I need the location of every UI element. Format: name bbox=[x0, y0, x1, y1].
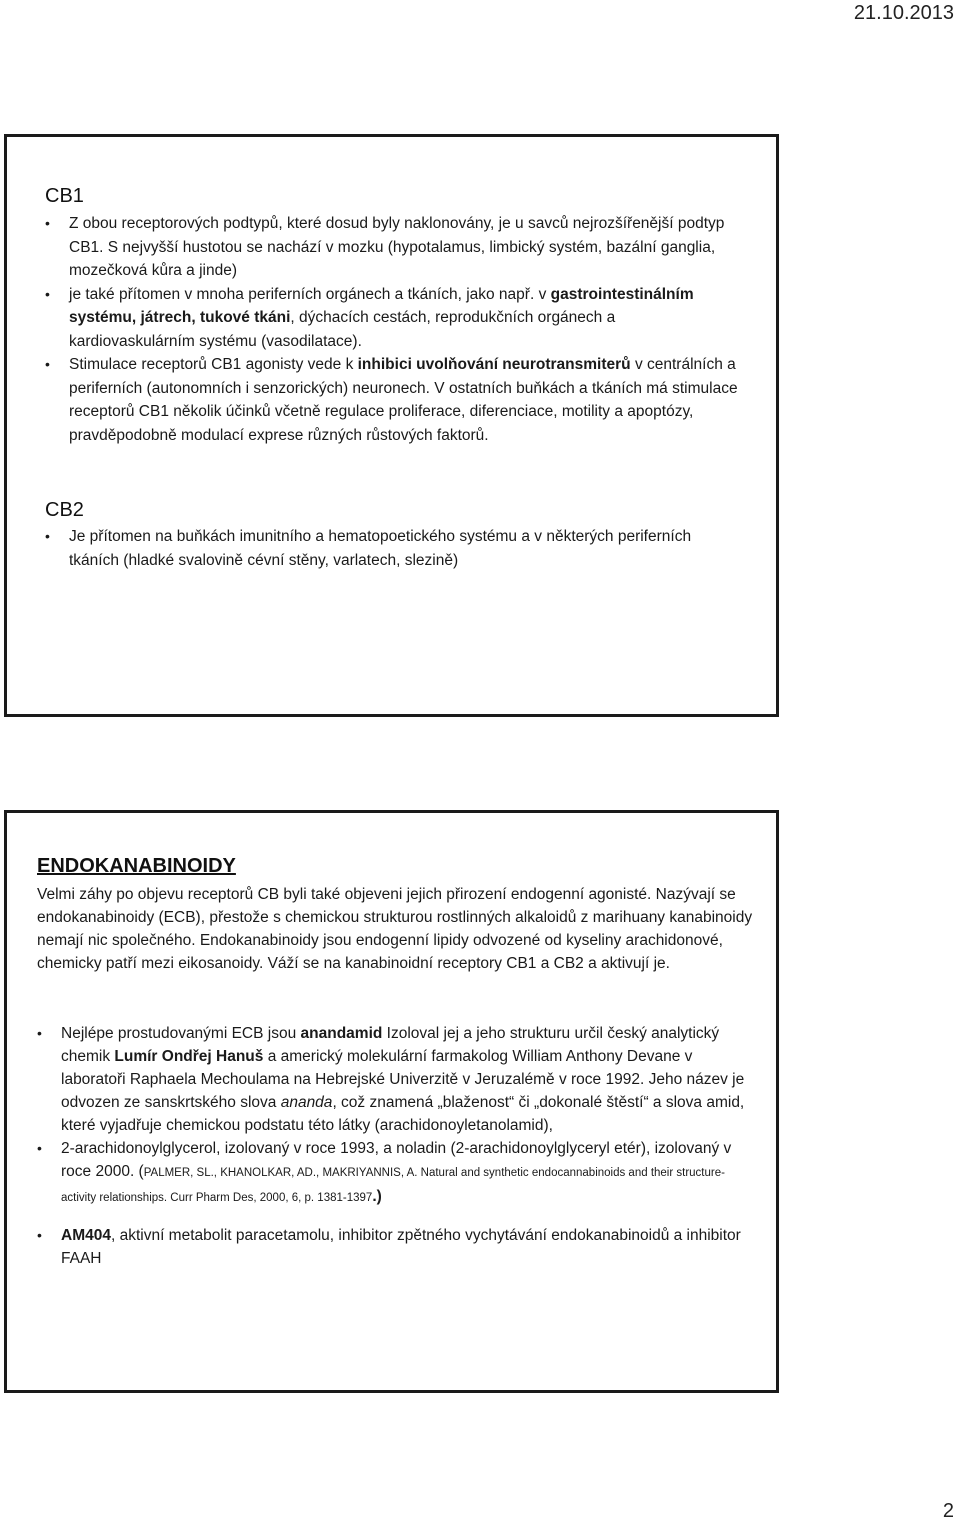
cb2-title: CB2 bbox=[45, 499, 84, 521]
list-item: • Stimulace receptorů CB1 agonisty vede k inhibici uvolňování neurotransmiterů v centrálních a periferních (autonomních i senzorických) neuronech. V ostatních buňkách a tkáních má stimulace receptorů CB1 několik účinků včetně regulace proliferace, diferenciace, motility a apoptózy, pravděpodobně modulací exprese různých růstových faktorů. bbox=[45, 353, 745, 447]
list-item: • AM404, aktivní metabolit paracetamolu, inhibitor zpětného vychytávání endokanabinoidů a inhibitor FAAH bbox=[37, 1224, 749, 1270]
cb2-bullet-list bbox=[45, 525, 745, 572]
slide-endocannabinoids bbox=[4, 810, 779, 1393]
slide-cb-receptors bbox=[4, 134, 779, 717]
italic-text: ananda bbox=[280, 1094, 333, 1111]
slide-title: ENDOKANABINOIDY bbox=[37, 855, 236, 877]
list-item: • Je přítomen na buňkách imunitního a hematopoetického systému a v některých periferních tkáních (hladké svalovině cévní stěny, varlatech, slezině) bbox=[45, 525, 745, 572]
bullet-icon: • bbox=[45, 528, 50, 544]
list-item: • 2-arachidonoylglycerol, izolovaný v roce 1993, a noladin (2-arachidonoylglyceryl etér), izolovaný v roce 2000. (PALMER, SL., KHANOLKAR, AD., MAKRIYANNIS, A. Natural and synthetic endocannabinoids and their structure-activity relationships. Curr Pharm Des, 2000, 6, p. 1381-1397.) bbox=[37, 1137, 749, 1210]
bullet-icon: • bbox=[37, 1025, 42, 1041]
bullet-icon: • bbox=[45, 356, 50, 372]
list-item: • Nejlépe prostudovanými ECB jsou anandamid Izoloval jej a jeho strukturu určil český analytický chemik Lumír Ondřej Hanuš a americký molekulární farmakolog William Anthony Devane v laboratoři Raphaela Mechoulama na Hebrejské Univerzitě v Jeruzalémě v roce 1992. Jeho název je odvozen ze sanskrtského slova ananda, což znamená „blaženost“ či „dokonalé štěstí“ a slova amid, které vyjadřuje chemickou podstatu této látky (arachidonoyletanolamid), bbox=[37, 1022, 749, 1137]
bold-text: Lumír Ondřej Hanuš bbox=[114, 1048, 264, 1065]
bold-text: anandamid bbox=[300, 1025, 383, 1042]
bullet-icon: • bbox=[45, 285, 50, 302]
spacer bbox=[37, 1210, 749, 1224]
intro-paragraph: Velmi záhy po objevu receptorů CB byli také objeveni jejich přirození endogenní agonisté. Nazývají se endokanabinoidy (ECB), přestože s chemickou strukturou rostlinných alkaloidů z marihuany kanabinoidy nemají nic společného. Endokanabinoidy jsou endogenní lipidy odvozené od kyseliny arachidonové, chemicky patří mezi eikosanoidy. Váží se na kanabinoidní receptory CB1 a CB2 a aktivují je. bbox=[37, 886, 753, 972]
bold-text: AM404 bbox=[61, 1227, 111, 1244]
bullet-icon: • bbox=[37, 1140, 42, 1156]
cb1-bullet-list bbox=[45, 212, 745, 447]
bullet-icon: • bbox=[37, 1227, 42, 1243]
page-number: 2 bbox=[942, 1500, 954, 1522]
ecb-bullet-list bbox=[37, 1022, 749, 1270]
cb1-title: CB1 bbox=[45, 185, 84, 207]
bullet-icon: • bbox=[45, 215, 50, 231]
list-item: • Z obou receptorových podtypů, které dosud byly naklonovány, je u savců nejrozšířenější podtyp CB1. S nejvyšší hustotou se nachází v mozku (hypotalamus, limbický systém, bazální ganglia, mozečková kůra a jinde) bbox=[45, 212, 745, 283]
header-date: 21.10.2013 bbox=[853, 2, 954, 24]
bold-text: gastrointestinálním systému, játrech, tukové tkáni bbox=[69, 285, 694, 326]
reference-text: PALMER, SL., KHANOLKAR, AD., MAKRIYANNIS, A. Natural and synthetic endocannabinoids and their structure-activity relationships. Curr Pharm Des, 2000, 6, p. 1381-1397 bbox=[61, 1167, 725, 1204]
list-item: • je také přítomen v mnoha periferních orgánech a tkáních, jako např. v gastrointestinálním systému, játrech, tukové tkáni, dýchacích cestách, reprodukčních orgánech a kardiovaskulárním systému (vasodilatace). bbox=[45, 283, 745, 354]
bold-text: inhibici uvolňování neurotransmiterů bbox=[357, 356, 631, 373]
